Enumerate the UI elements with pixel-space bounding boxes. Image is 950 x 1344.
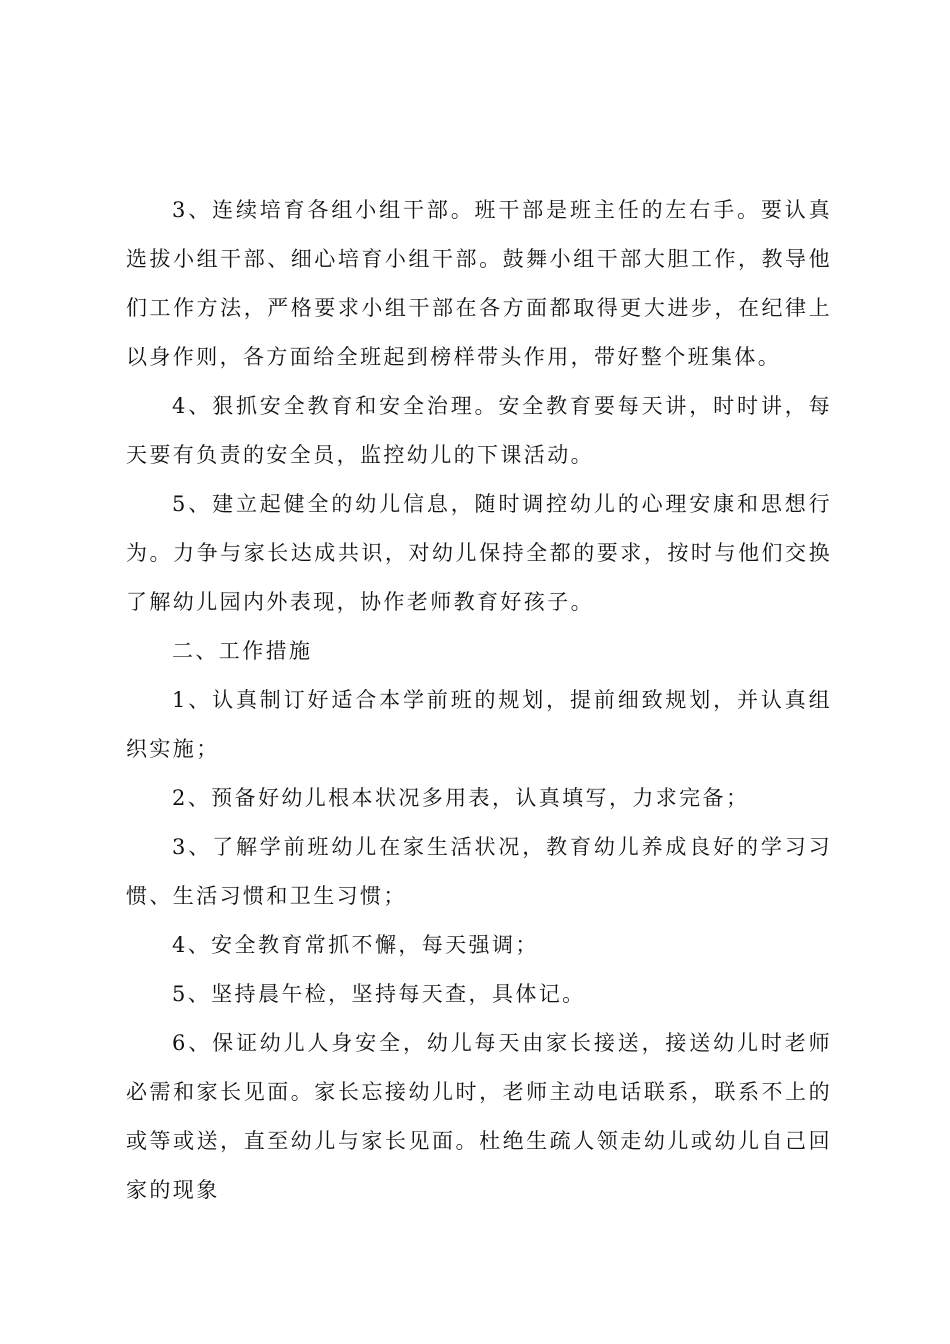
list-item-home-life: 3、了解学前班幼儿在家生活状况，教育幼儿养成良好的学习习惯、生活习惯和卫生习惯；	[126, 835, 832, 908]
paragraph-child-information: 5、建立起健全的幼儿信息，随时调控幼儿的心理安康和思想行为。力争与家长达成共识，对幼儿保持全都的要求，按时与他们交换了解幼儿园内外表现，协作老师教育好孩子。	[126, 492, 832, 614]
paragraph-safety-education: 4、狠抓安全教育和安全治理。安全教育要每天讲，时时讲，每天要有负责的安全员，监控幼儿的下课活动。	[126, 394, 832, 467]
list-item-status-form: 2、预备好幼儿根本状况多用表，认真填写，力求完备；	[172, 786, 750, 810]
list-item-safety-reminder: 4、安全教育常抓不懈，每天强调；	[172, 933, 539, 957]
document-body	[126, 186, 832, 1215]
list-item-pickup-safety: 6、保证幼儿人身安全，幼儿每天由家长接送，接送幼儿时老师必需和家长见面。家长忘接幼儿时，老师主动电话联系，联系不上的或等或送，直至幼儿与家长见面。杜绝生疏人领走幼儿或幼儿自己回家的现象	[126, 1031, 832, 1202]
list-item-health-check: 5、坚持晨午检，坚持每天查，具体记。	[172, 982, 586, 1006]
section-heading-work-measures: 二、工作措施	[172, 639, 313, 663]
list-item-plan: 1、认真制订好适合本学前班的规划，提前细致规划，并认真组织实施；	[126, 688, 832, 761]
paragraph-class-cadre-training: 3、连续培育各组小组干部。班干部是班主任的左右手。要认真选拔小组干部、细心培育小组干部。鼓舞小组干部大胆工作，教导他们工作方法，严格要求小组干部在各方面都取得更大进步，在纪律上以身作则，各方面给全班起到榜样带头作用，带好整个班集体。	[126, 198, 832, 369]
